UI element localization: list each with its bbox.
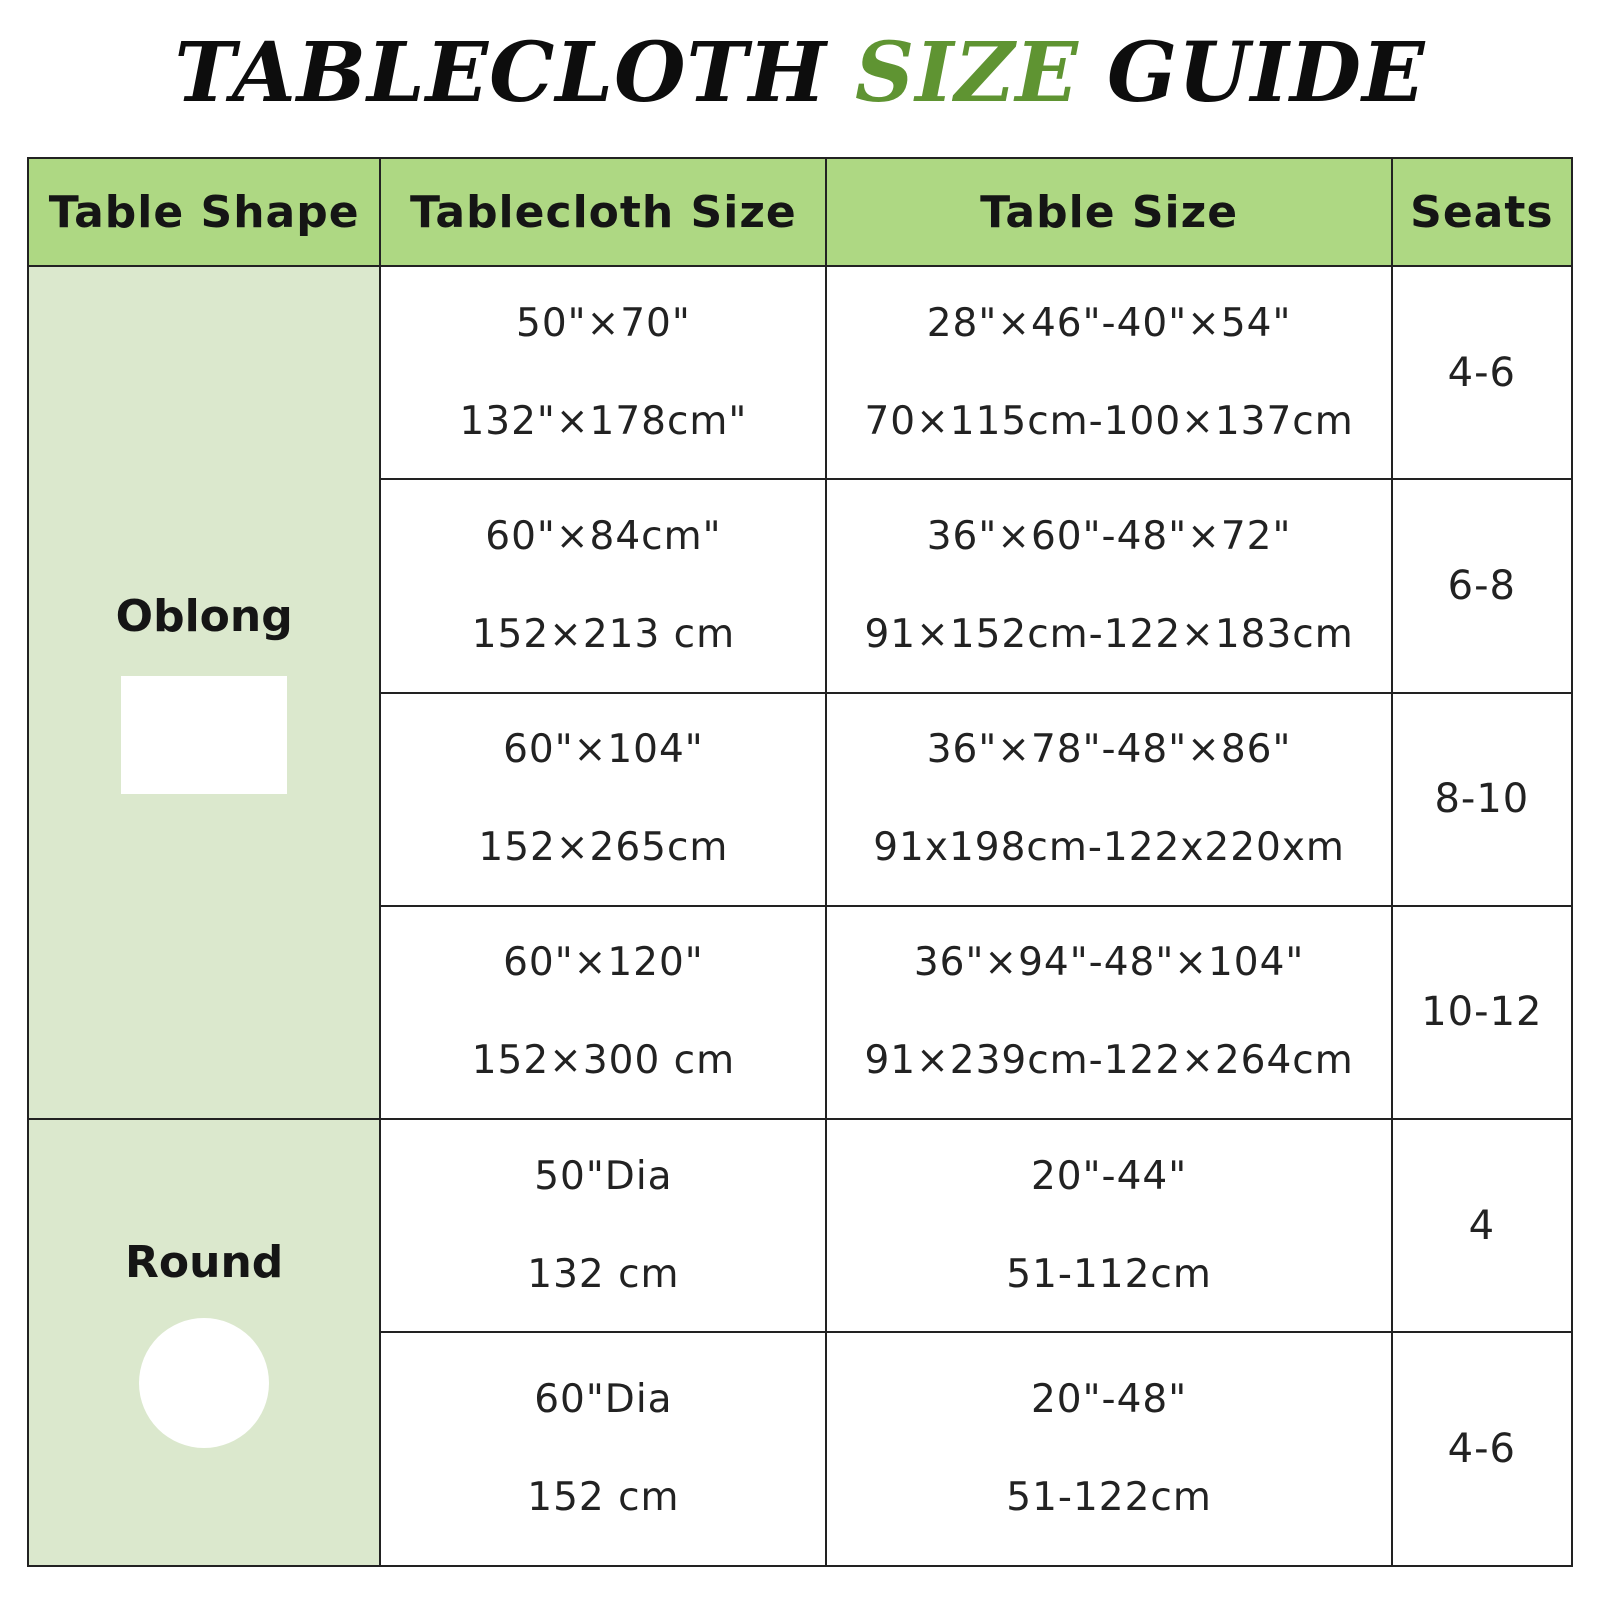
tablecloth-size-cm: 152×300 cm [471, 1038, 736, 1084]
table-size-cm: 91×239cm-122×264cm [864, 1038, 1354, 1084]
tablecloth-size-cell [380, 479, 826, 692]
table-size-inches: 36"×60"-48"×72" [926, 513, 1292, 559]
table-size-cell [826, 1119, 1391, 1332]
tablecloth-size-cm: 132 cm [527, 1251, 680, 1297]
title-word-size: SIZE [855, 25, 1079, 121]
tablecloth-size-cell [380, 266, 826, 479]
circle-icon [139, 1318, 269, 1448]
tablecloth-size-cm: 152 cm [527, 1475, 680, 1521]
table-size-cm: 51-122cm [1006, 1475, 1212, 1521]
table-size-inches: 36"×78"-48"×86" [926, 727, 1292, 773]
shape-label-oblong: Oblong [115, 591, 293, 642]
seats-cell: 4 [1392, 1119, 1572, 1332]
seats-cell: 8-10 [1392, 693, 1572, 906]
table-size-cm: 91×152cm-122×183cm [864, 611, 1354, 657]
table-size-cm: 51-112cm [1006, 1251, 1212, 1297]
table-size-cell [826, 266, 1391, 479]
header-tablecloth-size: Tablecloth Size [380, 158, 826, 266]
table-size-inches: 36"×94"-48"×104" [913, 940, 1305, 986]
tablecloth-size-inches: 50"Dia [534, 1153, 673, 1199]
header-seats: Seats [1392, 158, 1572, 266]
table-row [28, 1119, 1572, 1332]
table-size-cell [826, 906, 1391, 1119]
header-table-size: Table Size [826, 158, 1391, 266]
page-title [0, 18, 1600, 128]
rectangle-icon [121, 676, 287, 794]
seats-cell: 6-8 [1392, 479, 1572, 692]
table-size-cm: 70×115cm-100×137cm [864, 398, 1354, 444]
header-table-shape: Table Shape [28, 158, 380, 266]
table-size-cell [826, 1332, 1391, 1566]
tablecloth-size-cm: 132"×178cm" [459, 398, 748, 444]
size-guide-table [27, 157, 1573, 1567]
table-size-cell [826, 693, 1391, 906]
table-size-inches: 20"-44" [1030, 1153, 1188, 1199]
tablecloth-size-cell [380, 693, 826, 906]
tablecloth-size-inches: 60"×104" [503, 727, 704, 773]
tablecloth-size-cell [380, 906, 826, 1119]
shape-label-round: Round [125, 1237, 284, 1288]
tablecloth-size-cell [380, 1119, 826, 1332]
tablecloth-size-cm: 152×265cm [478, 825, 729, 871]
seats-cell: 10-12 [1392, 906, 1572, 1119]
title-word-tablecloth: TABLECLOTH [174, 25, 827, 121]
table-size-cm: 91x198cm-122x220xm [873, 825, 1345, 871]
title-word-guide: GUIDE [1106, 25, 1426, 121]
tablecloth-size-cell [380, 1332, 826, 1566]
shape-cell-round [28, 1119, 380, 1566]
shape-cell-oblong [28, 266, 380, 1119]
tablecloth-size-inches: 60"×120" [503, 940, 704, 986]
table-size-inches: 28"×46"-40"×54" [926, 300, 1292, 346]
header-row [28, 158, 1572, 266]
tablecloth-size-inches: 60"Dia [534, 1377, 673, 1423]
seats-cell: 4-6 [1392, 1332, 1572, 1566]
tablecloth-size-inches: 60"×84cm" [485, 513, 722, 559]
table-row [28, 266, 1572, 479]
seats-cell: 4-6 [1392, 266, 1572, 479]
table-size-inches: 20"-48" [1030, 1377, 1188, 1423]
tablecloth-size-inches: 50"×70" [516, 300, 691, 346]
table-size-cell [826, 479, 1391, 692]
tablecloth-size-cm: 152×213 cm [471, 611, 736, 657]
